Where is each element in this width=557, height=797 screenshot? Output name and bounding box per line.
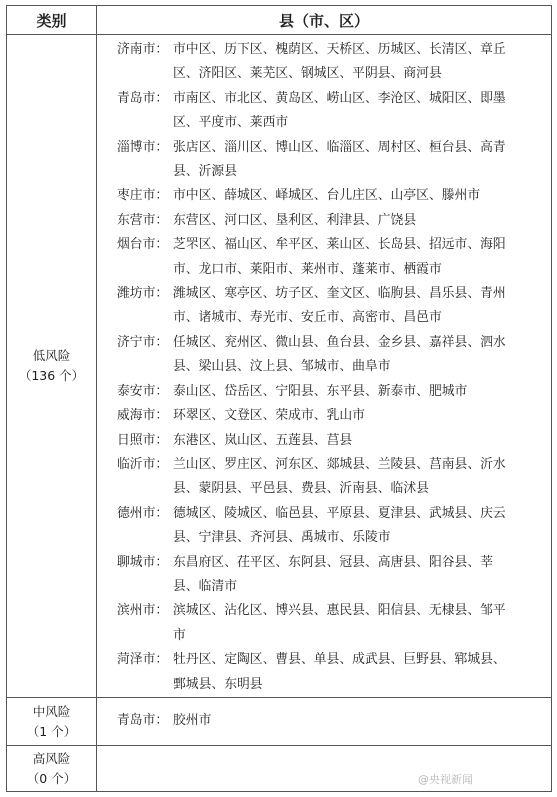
high-risk-label: 高风险 [32,750,71,766]
city-name: 德州市： [117,505,169,521]
city-name: 东营市： [117,212,169,228]
city-row [117,184,551,208]
city-name: 枣庄市： [117,188,169,204]
city-row [117,38,551,87]
category-header: 类别 [7,6,97,35]
city-row [117,648,551,697]
city-row [117,709,551,733]
city-row [117,551,551,600]
city-counties: 牡丹区、定陶区、曹县、单县、成武县、巨野县、郓城县、鄄城县、东明县 [173,652,506,692]
city-row [117,209,551,233]
city-name: 滨州市： [117,603,169,619]
city-counties: 市中区、薛城区、峄城区、台儿庄区、山亭区、滕州市 [173,188,481,204]
city-counties: 泰山区、岱岳区、宁阳县、东平县、新泰市、肥城市 [173,383,468,399]
city-name: 济宁市： [117,334,169,350]
high-risk-list [97,746,552,792]
risk-table [6,5,552,792]
city-name: 临沂市： [117,456,169,472]
city-counties: 张店区、淄川区、博山区、临淄区、周村区、桓台县、高青县、沂源县 [173,139,506,180]
city-row [117,282,551,331]
city-name: 烟台市： [117,237,169,253]
city-row [117,404,551,428]
city-row [117,331,551,380]
city-name: 潍坊市： [117,286,169,302]
city-counties: 芝罘区、福山区、牟平区、莱山区、长岛县、招远市、海阳市、龙口市、莱阳市、莱州市、蓬莱市、栖霞市 [173,237,506,277]
high-risk-count: （0 个） [26,770,77,786]
low-risk-label: 低风险 [32,348,71,363]
medium-risk-count: （1 个） [26,723,77,739]
city-name: 泰安市： [117,383,169,399]
city-row [117,429,551,453]
city-counties: 潍城区、寒亭区、坊子区、奎文区、临朐县、昌乐县、青州市、诸城市、寿光市、安丘市、高密市、昌邑市 [173,286,506,326]
city-counties: 兰山区、罗庄区、河东区、郯城县、兰陵县、莒南县、沂水县、蒙阴县、平邑县、费县、沂南县、临沭县 [173,456,506,497]
counties-header: 县（市、区） [97,6,552,35]
city-counties: 市南区、市北区、黄岛区、崂山区、李沧区、城阳区、即墨区、平度市、莱西市 [173,90,506,131]
city-counties: 东昌府区、茌平区、东阿县、冠县、高唐县、阳谷县、莘县、临清市 [173,554,493,594]
city-name: 聊城市： [117,554,169,570]
city-name: 济南市： [117,42,169,57]
city-row [117,502,551,551]
city-counties: 任城区、兖州区、微山县、鱼台县、金乡县、嘉祥县、泗水县、梁山县、汶上县、邹城市、曲阜市 [173,334,506,375]
city-counties: 德城区、陵城区、临邑县、平原县、夏津县、武城县、庆云县、宁津县、齐河县、禹城市、乐陵市 [173,505,506,546]
city-row [117,599,551,648]
city-counties: 东港区、岚山区、五莲县、莒县 [173,432,353,448]
medium-risk-row [7,698,552,746]
low-risk-row [7,35,552,698]
city-row [117,453,551,502]
city-name: 青岛市： [117,713,169,729]
city-name: 威海市： [117,408,169,424]
header-row [7,6,552,35]
watermark: @央视新闻 [418,773,473,786]
low-risk-category [7,35,97,698]
low-risk-count: （136 个） [18,368,85,383]
low-risk-list [97,35,552,698]
medium-risk-list [97,698,552,746]
city-counties: 滨城区、沾化区、博兴县、惠民县、阳信县、无棣县、邹平市 [173,603,506,643]
city-counties: 胶州市 [173,713,212,729]
high-risk-category [7,746,97,792]
city-row [117,87,551,136]
medium-risk-label: 中风险 [32,703,71,719]
city-row [117,233,551,282]
city-row [117,136,551,185]
medium-risk-category [7,698,97,746]
city-counties: 东营区、河口区、垦利区、利津县、广饶县 [173,212,417,228]
city-name: 日照市： [117,432,169,448]
city-counties: 市中区、历下区、槐荫区、天桥区、历城区、长清区、章丘区、济阳区、莱芜区、钢城区、平阴县、商河县 [173,42,506,82]
city-counties: 环翠区、文登区、荣成市、乳山市 [173,408,365,424]
city-name: 青岛市： [117,90,169,106]
city-name: 菏泽市： [117,652,169,668]
city-row [117,380,551,404]
city-name: 淄博市： [117,139,169,155]
